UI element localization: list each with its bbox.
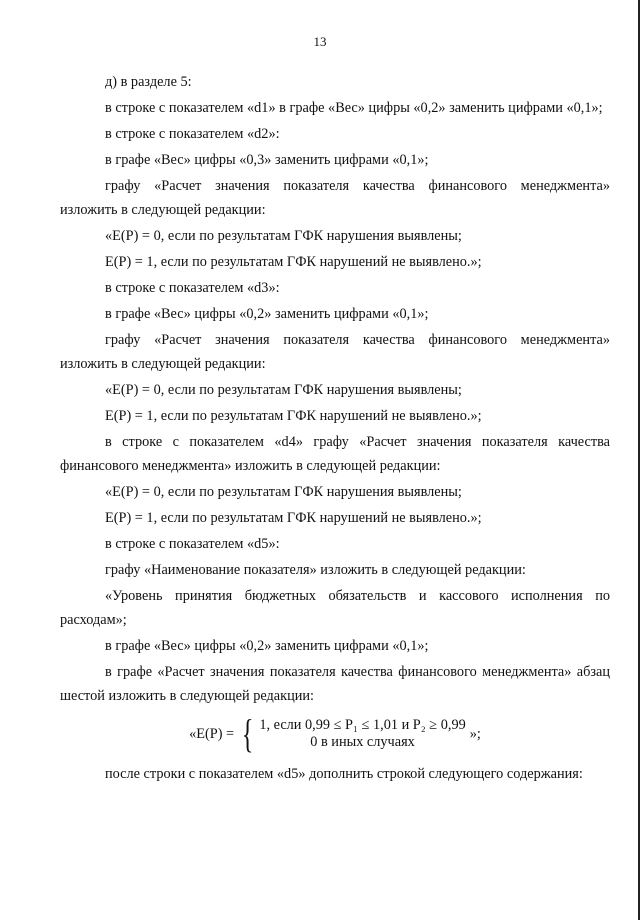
page-number: 13 <box>313 34 327 49</box>
formula-tail: »; <box>469 726 481 742</box>
paragraph: в графе «Расчет значения показателя качества финансового менеджмента» абзац шестой изложить в следующей редакции: <box>60 664 610 704</box>
formula <box>60 711 610 756</box>
formula-cases <box>259 717 465 751</box>
paragraph: «E(P) = 0, если по результатам ГФК нарушения выявлены; <box>105 382 462 398</box>
formula-case-2: 0 в иных случаях <box>310 734 415 750</box>
paragraph: в графе «Вес» цифры «0,2» заменить цифрами «0,1»; <box>105 638 429 654</box>
paragraph: в строке с показателем «d4» графу «Расчет значения показателя качества финансового менеджмента» изложить в следующей редакции: <box>60 434 610 474</box>
paragraph: в строке с показателем «d3»: <box>105 280 280 296</box>
paragraph: в строке с показателем «d2»: <box>105 126 280 142</box>
paragraph: E(P) = 1, если по результатам ГФК нарушений не выявлено.»; <box>105 510 482 526</box>
paragraph: в графе «Вес» цифры «0,3» заменить цифрами «0,1»; <box>105 152 429 168</box>
document-body <box>60 70 610 786</box>
paragraph: графу «Расчет значения показателя качества финансового менеджмента» изложить в следующей редакции: <box>60 178 610 218</box>
formula-case-1: 1, если 0,99 ≤ P₁ ≤ 1,01 и P₂ ≥ 0,99 <box>259 717 466 733</box>
paragraph: графу «Наименование показателя» изложить в следующей редакции: <box>105 562 526 578</box>
paragraph: в графе «Вес» цифры «0,2» заменить цифрами «0,1»; <box>105 306 429 322</box>
paragraph: в строке с показателем «d5»: <box>105 536 280 552</box>
paragraph: д) в разделе 5: <box>105 74 192 90</box>
paragraph: графу «Расчет значения показателя качества финансового менеджмента» изложить в следующей редакции: <box>60 332 610 372</box>
formula-lhs: «E(P) = <box>189 726 235 742</box>
paragraph: «E(P) = 0, если по результатам ГФК нарушения выявлены; <box>105 228 462 244</box>
paragraph: E(P) = 1, если по результатам ГФК нарушений не выявлено.»; <box>105 408 482 424</box>
paragraph: в строке с показателем «d1» в графе «Вес» цифры «0,2» заменить цифрами «0,1»; <box>105 100 603 116</box>
paragraph: «E(P) = 0, если по результатам ГФК нарушения выявлены; <box>105 484 462 500</box>
paragraph: после строки с показателем «d5» дополнить строкой следующего содержания: <box>105 766 583 782</box>
paragraph: E(P) = 1, если по результатам ГФК нарушений не выявлено.»; <box>105 254 482 270</box>
paragraph: «Уровень принятия бюджетных обязательств и кассового исполнения по расходам»; <box>60 588 610 628</box>
formula-brace: { <box>241 711 254 756</box>
